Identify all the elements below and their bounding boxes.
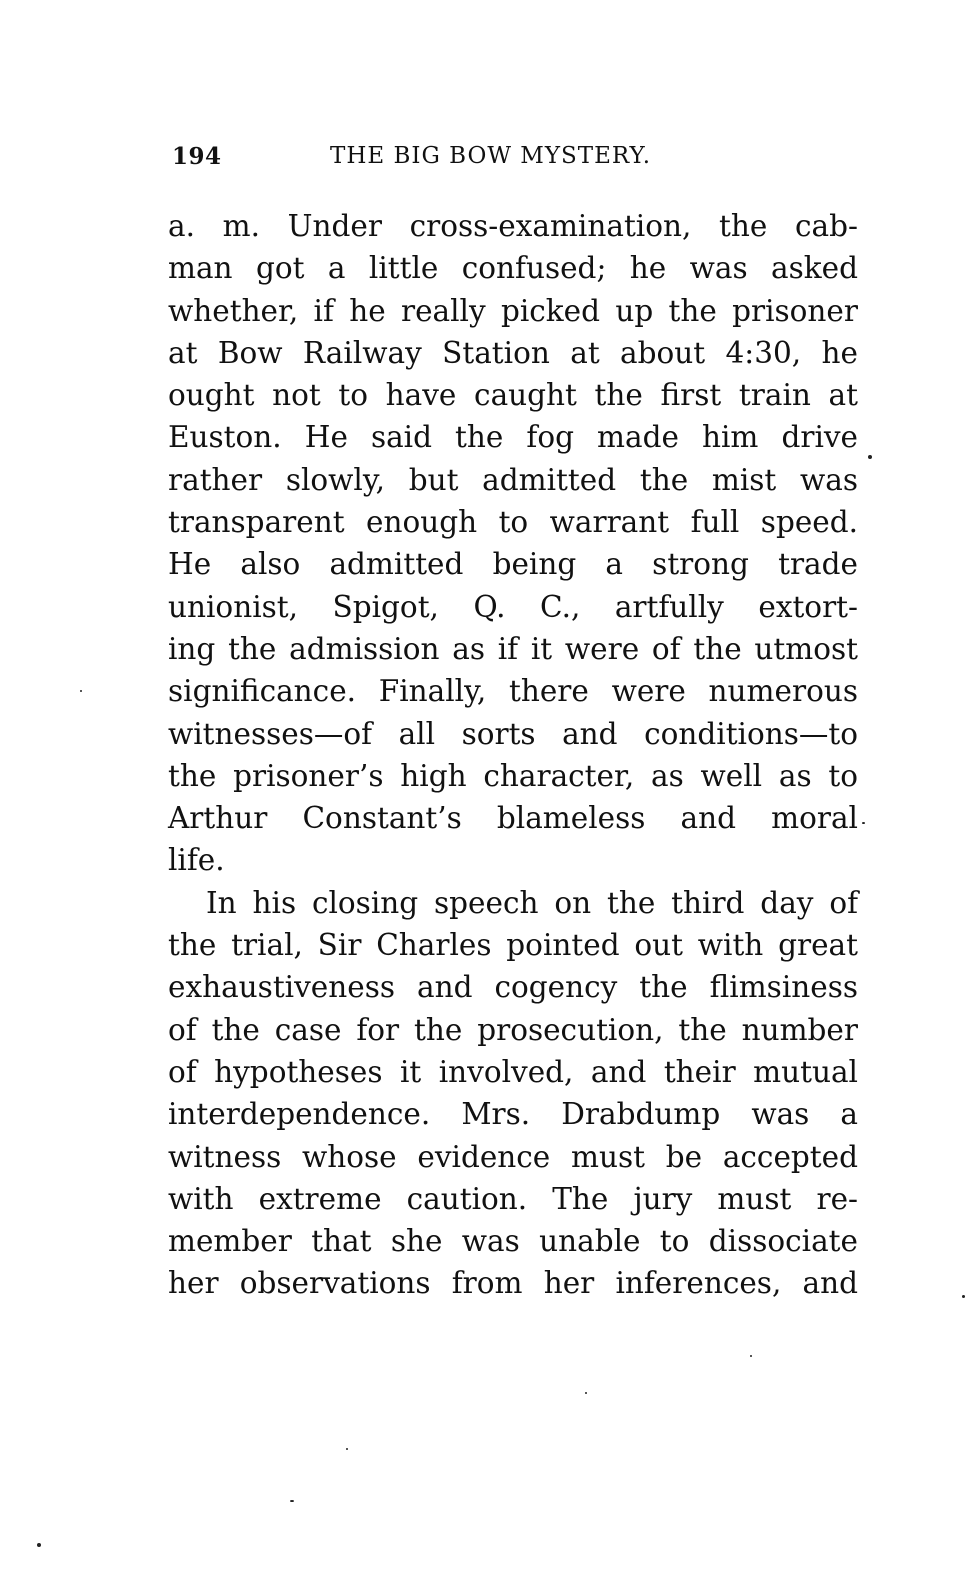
text-line: transparent enough to warrant full speed. bbox=[168, 505, 858, 540]
text-line: rather slowly, but admitted the mist was bbox=[168, 462, 858, 497]
text-line: member that she was unable to dissociate bbox=[168, 1224, 858, 1259]
text-line: witnesses—of all sorts and conditions—to bbox=[168, 716, 858, 751]
text-line: Arthur Constant’s blameless and moral bbox=[168, 801, 858, 836]
running-head bbox=[168, 143, 858, 177]
running-title: THE BIG BOW MYSTERY. bbox=[330, 143, 652, 169]
text-line: unionist, Spigot, Q. C., artfully extort- bbox=[168, 589, 858, 624]
text-line: ing the admission as if it were of the utmost bbox=[168, 631, 858, 666]
scan-speck bbox=[962, 1295, 965, 1298]
text-line: man got a little confused; he was asked bbox=[168, 251, 858, 286]
text-line: Euston. He said the fog made him drive bbox=[168, 420, 858, 455]
scan-speck bbox=[750, 1355, 752, 1357]
scan-speck bbox=[290, 1500, 294, 1502]
paragraph-1 bbox=[168, 205, 858, 882]
scan-speck bbox=[37, 1543, 41, 1547]
text-line: He also admitted being a strong trade bbox=[168, 547, 858, 582]
paragraph-2 bbox=[168, 882, 858, 1305]
text-line: of hypotheses it involved, and their mutual bbox=[168, 1054, 858, 1089]
text-line: interdependence. Mrs. Drabdump was a bbox=[168, 1097, 858, 1132]
text-line: ought not to have caught the first train at bbox=[168, 378, 858, 413]
scan-speck bbox=[346, 1448, 348, 1450]
text-line: of the case for the prosecution, the number bbox=[168, 1012, 858, 1047]
text-line: whether, if he really picked up the prisoner bbox=[168, 293, 858, 328]
text-line: In his closing speech on the third day of bbox=[206, 885, 858, 920]
text-line: exhaustiveness and cogency the flimsiness bbox=[168, 970, 858, 1005]
text-line: a. m. Under cross-examination, the cab- bbox=[168, 209, 858, 243]
body-text bbox=[168, 205, 858, 1305]
text-line: the trial, Sir Charles pointed out with great bbox=[168, 928, 858, 963]
page-number: 194 bbox=[172, 143, 222, 170]
text-line: the prisoner’s high character, as well as to bbox=[168, 758, 858, 793]
text-line: significance. Finally, there were numerous bbox=[168, 674, 858, 709]
text-line: with extreme caution. The jury must re- bbox=[168, 1181, 858, 1216]
scan-speck bbox=[80, 690, 82, 692]
text-line: her observations from her inferences, and bbox=[168, 1266, 858, 1301]
scan-speck bbox=[862, 822, 865, 824]
text-line: life. bbox=[168, 843, 225, 878]
text-line: witness whose evidence must be accepted bbox=[168, 1139, 858, 1174]
text-line: at Bow Railway Station at about 4:30, he bbox=[168, 335, 858, 370]
scan-speck bbox=[585, 1392, 587, 1394]
scan-speck bbox=[868, 455, 872, 459]
